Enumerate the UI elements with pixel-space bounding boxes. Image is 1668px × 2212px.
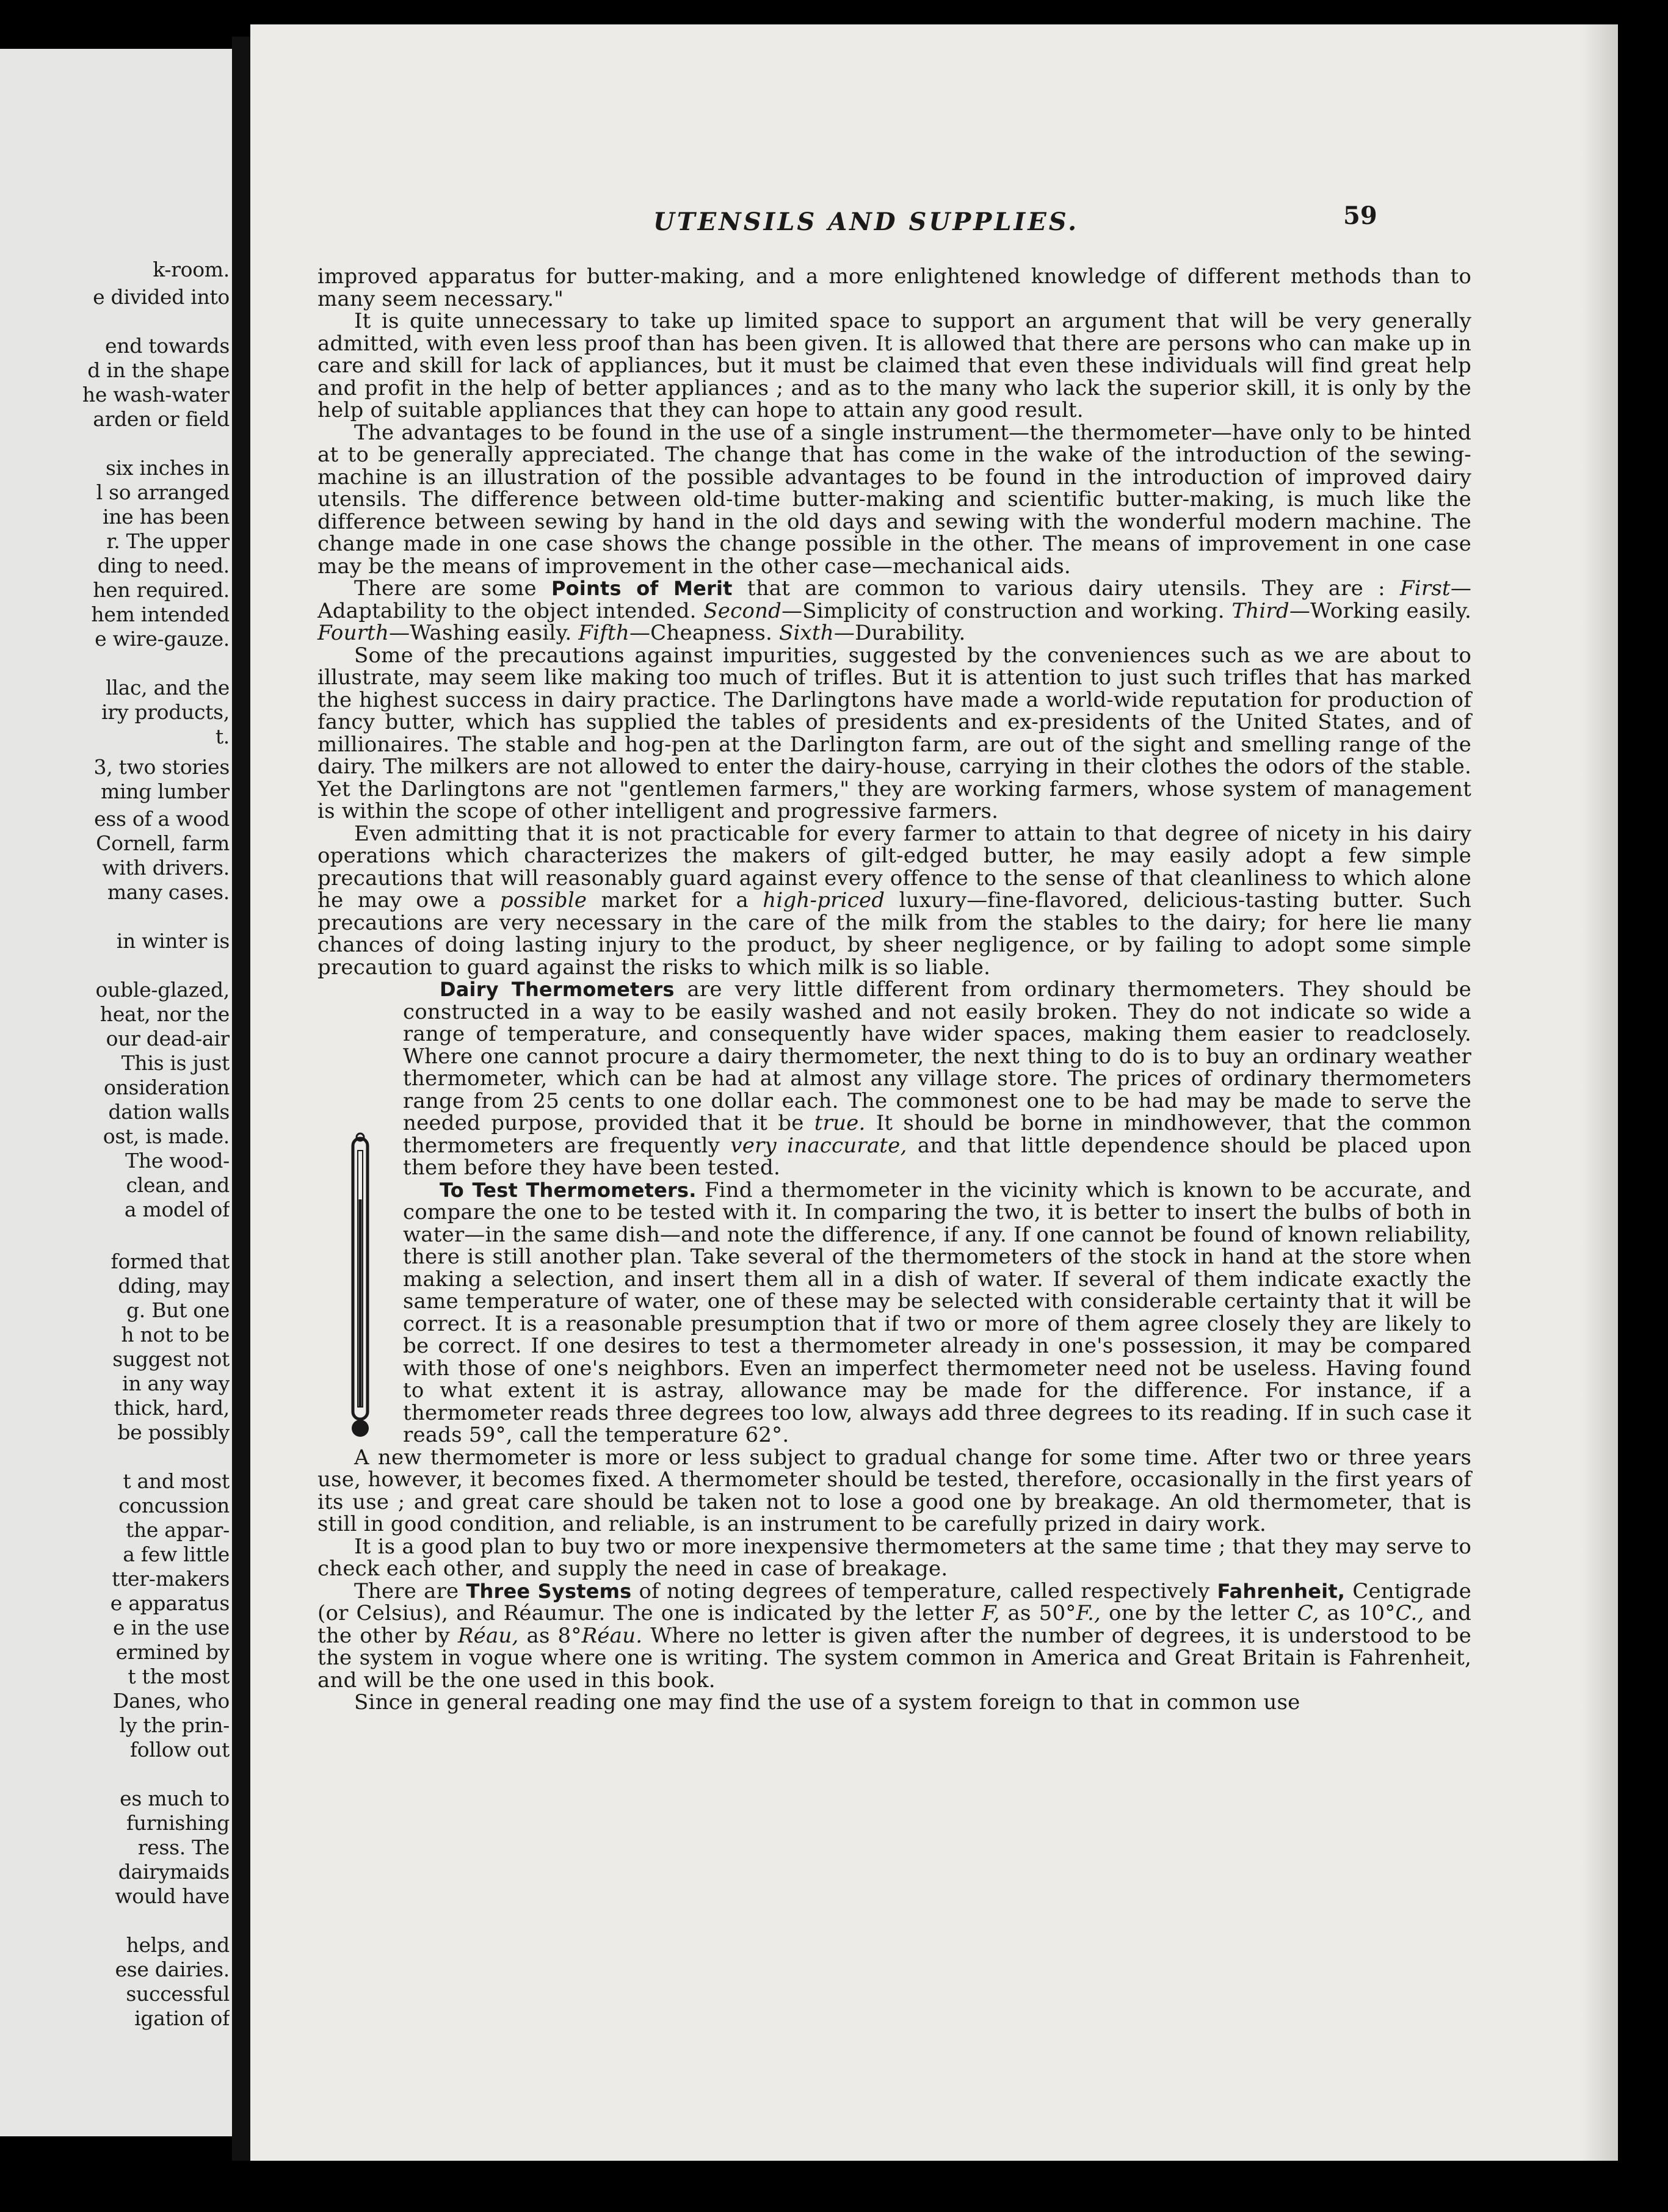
left-page-line: formed that [111,1249,230,1273]
left-page-line: ess of a wood [94,807,230,831]
left-page-line: The wood- [125,1149,230,1173]
left-page-line: successful [126,1982,230,2006]
left-page-line: suggest not [112,1347,230,1371]
text-run: —Durability. [833,621,966,645]
left-page-line: tter-makers [112,1567,230,1591]
left-page-line: clean, and [126,1173,230,1197]
text-run: possible [499,888,587,913]
left-page-line: thick, hard, [114,1396,230,1420]
left-page-line: ermined by [115,1640,230,1664]
left-page-line: ese dairies. [115,1957,230,1981]
paragraph: improved apparatus for butter-making, and a more enlightened knowledge of different methods than to many seem necessary." [317,264,1471,311]
text-run: as 10° [1319,1601,1396,1625]
left-page-line: t and most [123,1469,230,1493]
section-heading: Dairy Thermometers [440,978,675,1001]
text-run: market for a [587,888,763,913]
left-page-line: e apparatus [110,1591,230,1615]
left-page-line: llac, and the [106,676,230,699]
thermometer-section [403,978,1471,1447]
left-page-line: the appar- [125,1518,230,1542]
left-page-line: e in the use [113,1616,230,1639]
text-run: true. [814,1111,866,1135]
book-gutter [232,37,250,2161]
page-edge-shadow [1581,24,1618,2161]
left-page-line: he wash-water [82,383,230,407]
text-run: as 8° [518,1623,582,1648]
paragraph-points-of-merit [317,577,1471,645]
left-page-line: arden or field [93,407,230,431]
text-run: C, [1297,1601,1319,1625]
left-page-line: helps, and [126,1933,230,1957]
text-run: Réau, [457,1623,519,1648]
left-page-line: r. The upper [106,529,230,553]
left-page-line: in winter is [116,929,230,953]
text-run: are very little different from ordinary thermometers. They should be constructed in a way to be easily washed and not easily broken. They do not indicate so wide a range of temperature, and consequently have wider spaces, making them easier to readclosely. Where one cannot procure a dairy thermometer, the next thing to do is to buy an ordinary weather thermometer, which can be had at almost any village store. The prices of ordinary thermometers range from 25 cents to one dollar each. The commonest one to be had may be made to serve the needed purpose, provided that it be [403,977,1471,1135]
text-run: First [1399,576,1451,601]
left-page-line: This is just [121,1051,230,1075]
text-run: It should be borne in mindhowever, that the common thermometers are frequently [403,1111,1471,1158]
left-page-line: dding, may [118,1274,230,1298]
text-run: as 50° [999,1601,1076,1625]
left-page-fragment [0,49,232,2136]
text-run: Sixth [778,621,834,645]
left-page-line: hem intended [91,602,230,626]
page-number: 59 [1343,201,1377,230]
paragraph: It is quite unnecessary to take up limited space to support an argument that will be very generally admitted, with even less proof than has been given. It is allowed that there are persons who can make up in care and skill for lack of appliances, but it must be claimed that even these individuals will find great help and profit in the help of better appliances ; and as to the many who lack the superior skill, it is only by the help of suitable appliances that they can hope to attain any good result. [317,309,1471,422]
left-page-line: dation walls [108,1100,230,1124]
left-page-line: hen required. [93,578,230,602]
left-page-line: our dead-air [106,1027,230,1050]
running-head: UTENSILS AND SUPPLIES. [653,208,1079,236]
paragraph: Some of the precautions against impurities, suggested by the conveniences such as we are about to illustrate, may seem like making too much of trifles. But it is attention to just such trifles that has marked the highest success in dairy practice. The Darlingtons have made a world-wide reputation for production of fancy butter, which has supplied the tables of presidents and ex-presidents of the United States, and of millionaires. The stable and hog-pen at the Darlington farm, are out of the sight and smelling range of the dairy. The milkers are not allowed to enter the dairy-house, carrying in their clothes the odors of the stable. Yet the Darlingtons are not "gentlemen farmers," they are working farmers, whose system of management is within the scope of other intelligent and progressive farmers. [317,643,1471,823]
paragraph: Since in general reading one may find the use of a system foreign to that in common use [354,1690,1300,1715]
left-page-line: furnishing [126,1811,230,1835]
text-run: Find a thermometer in the vicinity which is known to be accurate, and compare the one to be tested with it. In comparing the two, it is better to insert the bulbs of both in water—in the same dish—and note the difference, if any. If one cannot be found of known reliability, there is still another plan. Take several of the thermometers of the stock in hand at the store when making a selection, and insert them all in a dish of water. If several of them indicate exactly the same temperature of water, one of these may be selected with considerable certainty that it will be correct. It is a reasonable presumption that if two or more of them agree closely they are likely to be correct. If one desires to test a thermometer already in one's possession, it may be compared with those of one's neighbors. Even an imperfect thermometer need not be useless. Having found to what extent it is astray, allowance may be made for the difference. For instance, if a thermometer reads three degrees too low, always add three degrees to its reading. If in such case it reads 59°, call the temperature 62°. [403,1177,1471,1447]
text-run: of noting degrees of temperature, called respectively [631,1578,1217,1603]
left-page-line: e divided into [93,285,230,309]
left-page-line: g. But one [126,1298,230,1322]
left-page-line: k-room. [153,258,230,281]
paragraph: The advantages to be found in the use of a single instrument—the thermometer—have only to be hinted at to be generally appreciated. The change that has come in the wake of the introduction of the sewing-machine is an illustration of the possible advantages to be found in the introduction of improved dairy utensils. The difference between old-time butter-making and scientific butter-making, is much like the difference between sewing by hand in the old days and sewing with the wonderful modern machine. The change made in one case shows the change possible in the other. The means of improvement in one case may be the means of improvement in the other case—mechanical aids. [317,420,1471,579]
paragraph-dairy-thermometers [403,978,1471,1179]
section-heading: Points of Merit [551,577,733,600]
left-page-line: in any way [122,1372,230,1395]
text-run: C., [1395,1601,1424,1625]
left-page-line: e wire-gauze. [95,627,230,651]
text-run: and that little dependence should be placed upon them before they have been tested. [403,1133,1472,1180]
left-page-line: follow out [129,1738,230,1762]
left-page-line: heat, nor the [100,1002,230,1026]
left-page-line: ine has been [102,505,230,529]
left-page-line: ly the prin- [119,1713,230,1737]
text-run: high-priced [763,888,885,913]
text-run: F., [1076,1601,1101,1625]
left-page-line: concussion [118,1494,230,1517]
paragraph: A new thermometer is more or less subject to gradual change for some time. After two or three years use, however, it becomes fixed. A thermometer should be tested, therefore, occasionally in the first years of its use ; and great care should be taken not to lose a good one by breakage. An old thermometer, that is still in good condition, and reliable, is an instrument to be carefully prized in dairy work. [317,1445,1471,1536]
text-run: Fahrenheit, [1217,1579,1346,1603]
right-page [250,24,1618,2161]
text-run: Fourth [317,621,390,645]
left-page-line: a few little [123,1542,230,1566]
text-run: Even admitting that it is not practicable for every farmer to attain to that degree of nicety in his dairy operations which characterizes the makers of gilt-edged butter, he may easily adopt a few simple precautions that will reasonably guard against every offence to the sense of that cleanliness to which alone he may owe a [317,821,1471,913]
paragraph [317,823,1471,979]
paragraph-test-thermometers [403,1179,1471,1447]
left-page-line: end towards [105,334,230,358]
section-heading: Three Systems [466,1579,632,1603]
left-page-line: t. [215,725,230,748]
left-page-line: many cases. [107,880,230,904]
left-page-line: t the most [128,1664,230,1688]
left-page-line: with drivers. [102,856,230,880]
left-page-line: Danes, who [112,1689,230,1713]
text-run: luxury—fine-flavored, delicious-tasting butter. Such precautions are very necessary in the care of the milk from the stables to the dairy; for here lie many chances of doing lasting injury to the product, by sheer negligence, or by failing to adopt some simple precaution to guard against the risks to which milk is so liable. [317,888,1471,980]
paragraph-three-systems [317,1580,1471,1692]
text-run: —Working easily. [1289,598,1471,623]
text-run: Centigrade (or Celsius), and Réaumur. The one is indicated by the letter [317,1578,1471,1625]
left-page-line: dairymaids [118,1860,230,1884]
text-run: F, [982,1601,1000,1625]
left-page-line: ding to need. [97,554,230,577]
left-page-line: ming lumber [101,779,230,803]
left-page-line: es much to [120,1787,230,1810]
left-page-line: be possibly [117,1420,230,1444]
text-run: —Cheapness. [629,621,779,645]
text-run: —Adaptability to the object intended. [317,576,1472,623]
text-run: Fifth [578,621,629,645]
left-page-line: l so arranged [96,480,230,504]
left-page-line: ress. The [137,1835,230,1859]
paragraph: It is a good plan to buy two or more inexpensive thermometers at the same time ; that they may serve to check each other, and supply the need in case of breakage. [317,1534,1471,1581]
text-run: Third [1231,598,1289,623]
text-run: —Simplicity of construction and working. [781,598,1232,623]
left-page-line: onsideration [103,1075,230,1099]
left-page-line: would have [115,1884,230,1908]
left-page-line: Cornell, farm [96,831,230,855]
left-page-line: a model of [124,1198,230,1221]
text-run: There are [354,1578,466,1603]
left-page-line: ouble-glazed, [95,978,230,1002]
section-heading: To Test Thermometers. [440,1178,697,1202]
text-run: Réau. [581,1623,643,1648]
text-run: and the other by [317,1601,1472,1648]
text-run: one by the letter [1101,1601,1297,1625]
body-text [317,266,1471,1714]
left-page-line: iry products, [101,700,230,724]
left-page-line: 3, two stories [93,755,230,779]
text-run: Second [703,598,782,623]
text-run: very inaccurate, [730,1133,907,1158]
left-page-line: d in the shape [87,358,230,382]
text-run: Where no letter is given after the number of degrees, it is understood to be the system in vogue where one is writing. The system common in America and Great Britain is Fahrenheit, and will be the one used in this book. [317,1623,1471,1693]
left-page-line: h not to be [121,1323,230,1346]
text-run: —Washing easily. [389,621,579,645]
left-page-line: six inches in [106,456,230,480]
left-page-line: ost, is made. [103,1124,230,1148]
left-page-line: igation of [134,2006,230,2030]
text-run: that are common to various dairy utensils. They are : [732,576,1400,601]
text-run: There are some [354,576,551,601]
